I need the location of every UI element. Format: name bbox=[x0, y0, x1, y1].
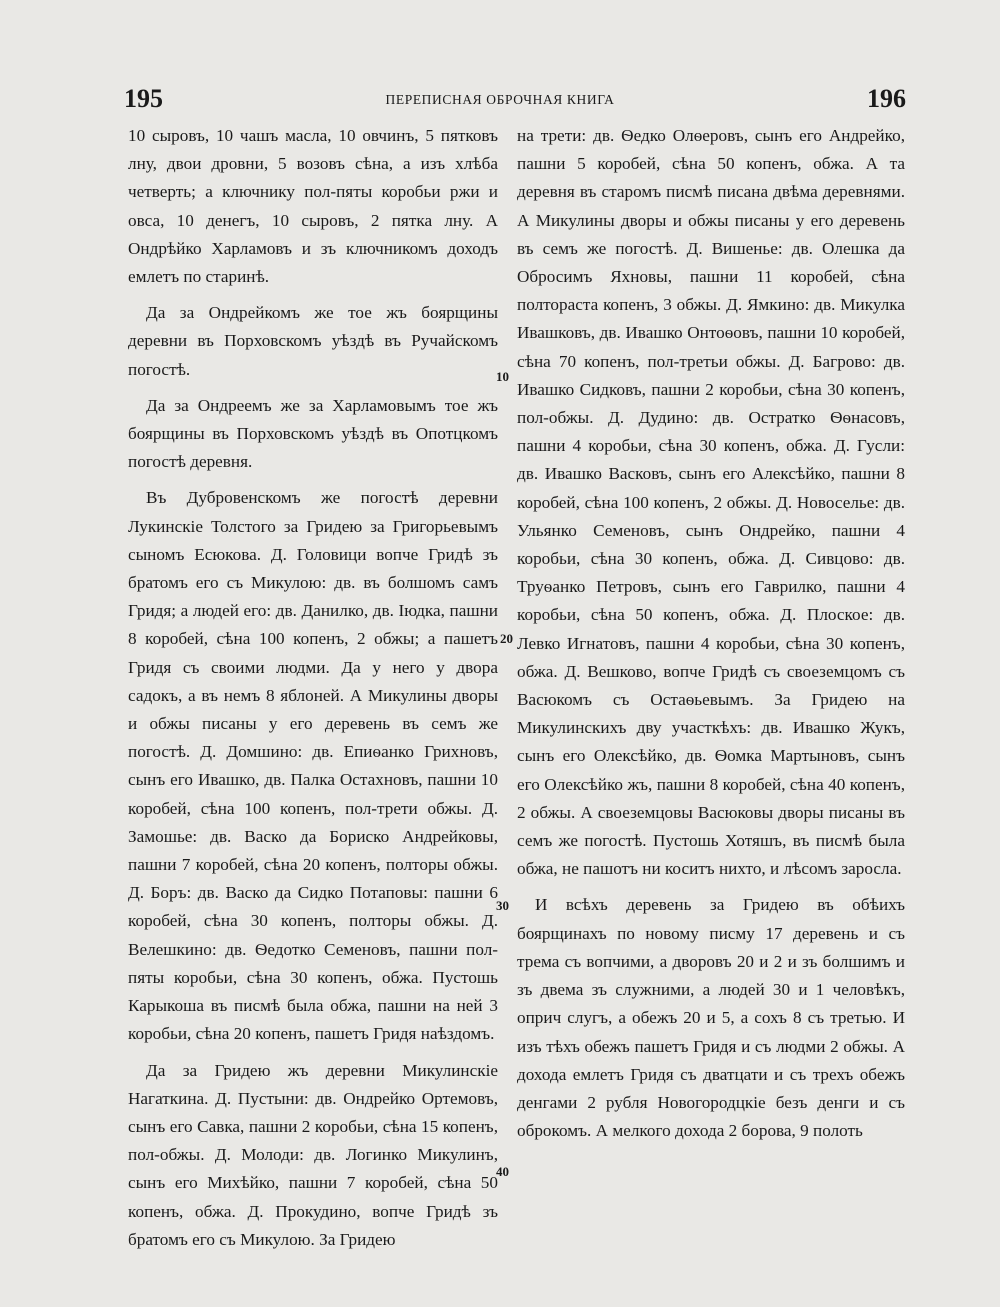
right-column bbox=[517, 122, 905, 1145]
left-paragraph-1: 10 сыровъ, 10 чашъ масла, 10 овчинъ, 5 пятковъ лну, двои дровни, 5 возовъ сѣна, а изъ хлѣба четверть; а ключнику пол-пяты коробьи ржи и овса, 10 денегъ, 10 сыровъ, 2 пятка лну. А Ондрѣйко Харламовъ и зъ ключникомъ доходъ емлетъ по старинѣ. bbox=[128, 126, 498, 287]
left-column bbox=[128, 122, 498, 1254]
left-paragraph-2: Да за Ондрейкомъ же тое жъ боярщины деревни въ Порховскомъ уѣздѣ въ Ручайскомъ погостѣ. bbox=[128, 303, 498, 379]
running-title: ПЕРЕПИСНАЯ ОБРОЧНАЯ КНИГА bbox=[385, 92, 615, 107]
line-number-40: 40 bbox=[496, 1164, 509, 1179]
left-paragraph-4: Въ Дубровенскомъ же погостѣ деревни Лукинскіе Толстого за Гридею за Григорьевымъ сыномъ Есюкова. Д. Головици вопче Гридѣ зъ братомъ его съ Микулою: дв. въ болшомъ самъ Гридя; а людей его: дв. Данилко, дв. Іюдка, пашни 8 коробей, сѣна 100 копенъ, 2 обжы; а пашетъ Гридя съ своими людми. Да у него у двора садокъ, а въ немъ 8 яблоней. А Микулины дворы и обжы писаны у его деревень въ семъ же погостѣ. Д. Домшино: дв. Епиѳанко Грихновъ, сынъ его Ивашко, дв. Палка Остахновъ, пашни 10 коробей, сѣна 100 копенъ, пол-трети обжы. Д. Замошье: дв. Васко да Бориско Андрейковы, пашни 7 коробей, сѣна 20 копенъ, полторы обжы. Д. Боръ: дв. Васко да Сидко Потаповы: пашни 6 коробей, сѣна 30 копенъ, полторы обжы. Д. Велешкино: дв. Ѳедотко Семеновъ, пашни пол-пяты коробьи, сѣна 30 копенъ, обжа. Пустошь Карыкоша въ писмѣ была обжа, пашни на ней 3 коробьи, сѣна 20 копенъ, пашетъ Гридя наѣздомъ. bbox=[128, 488, 498, 1044]
page-number-right: 196 bbox=[867, 84, 906, 113]
line-number-20: 20 bbox=[500, 631, 513, 646]
left-paragraph-3: Да за Ондреемъ же за Харламовымъ тое жъ боярщины въ Порховскомъ уѣздѣ въ Опотцкомъ погостѣ деревня. bbox=[128, 395, 498, 472]
page-number-left: 195 bbox=[124, 84, 163, 113]
right-paragraph-2: И всѣхъ деревень за Гридею въ обѣихъ боярщинахъ по новому писму 17 деревень и съ трема съ вопчими, а дворовъ 20 и 2 и зъ болшимъ и зъ двема зъ служними, а людей 30 и 1 человѣкъ, оприч слугъ, а обежъ 20 и 5, а сохъ 8 съ третью. И изъ тѣхъ обежъ пашетъ Гридя и съ людми 2 обжы. А дохода емлетъ Гридя съ дватцати и съ трехъ обежъ денгами 2 рубля Новогородцкіе безъ денги и съ оброкомъ. А мелкого дохода 2 борова, 9 полоть bbox=[517, 895, 905, 1141]
line-number-10: 10 bbox=[496, 369, 509, 384]
line-number-30: 30 bbox=[496, 898, 509, 913]
left-paragraph-5: Да за Гридею жъ деревни Микулинскіе Нагаткина. Д. Пустыни: дв. Ондрейко Ортемовъ, сынъ его Савка, пашни 2 коробьи, сѣна 15 копенъ, пол-обжы. Д. Молоди: дв. Логинко Микулинъ, сынъ его Михѣйко, пашни 7 коробей, сѣна 50 копенъ, обжа. Д. Прокудино, вопче Гридѣ зъ братомъ его съ Микулою. За Гридею bbox=[128, 1060, 498, 1249]
right-paragraph-1: на трети: дв. Ѳедко Олѳеровъ, сынъ его Андрейко, пашни 5 коробей, сѣна 50 копенъ, обжа. А та деревня въ старомъ писмѣ писана двѣма деревнями. А Микулины дворы и обжы писаны у его деревень въ семъ же погостѣ. Д. Вишенье: дв. Олешка да Обросимъ Яхновы, пашни 11 коробей, сѣна полтораста копенъ, 3 обжы. Д. Ямкино: дв. Микулка Ивашковъ, дв. Ивашко Онтоѳовъ, пашни 10 коробей, сѣна 70 копенъ, пол-третьи обжы. Д. Багрово: дв. Ивашко Сидковъ, пашни 2 коробьи, сѣна 30 копенъ, пол-обжы. Д. Дудино: дв. Остратко Ѳѳнасовъ, пашни 4 коробьи, сѣна 30 копенъ, обжа. Д. Гусли: дв. Ивашко Васковъ, сынъ его Алексѣйко, пашни 8 коробей, сѣна 100 копенъ, 2 обжы. Д. Новоселье: дв. Ульянко Семеновъ, сынъ Ондрейко, пашни 4 коробьи, сѣна 30 копенъ, обжа. Д. Сивцово: дв. Труѳанко Петровъ, сынъ его Гаврилко, пашни 4 коробьи, сѣна 50 копенъ, обжа. Д. Плоское: дв. Левко Игнатовъ, пашни 4 коробьи, сѣна 30 копенъ, обжа. Д. Вешково, вопче Гридѣ съ своеземцомъ съ Васюкомъ съ Остаѳьевымъ. За Гридею на Микулинскихъ дву участкѣхъ: дв. Ивашко Жукъ, сынъ его Олексѣйко, дв. Ѳомка Мартыновъ, сынъ его Олексѣйко жъ, пашни 8 коробей, сѣна 40 копенъ, 2 обжы. А своеземцовы Васюковы дворы писаны въ семъ же погостѣ. Пустошь Хотяшъ, въ писмѣ была обжа, не пашотъ ни коситъ нихто, и лѣсомъ заросла. bbox=[517, 126, 905, 879]
